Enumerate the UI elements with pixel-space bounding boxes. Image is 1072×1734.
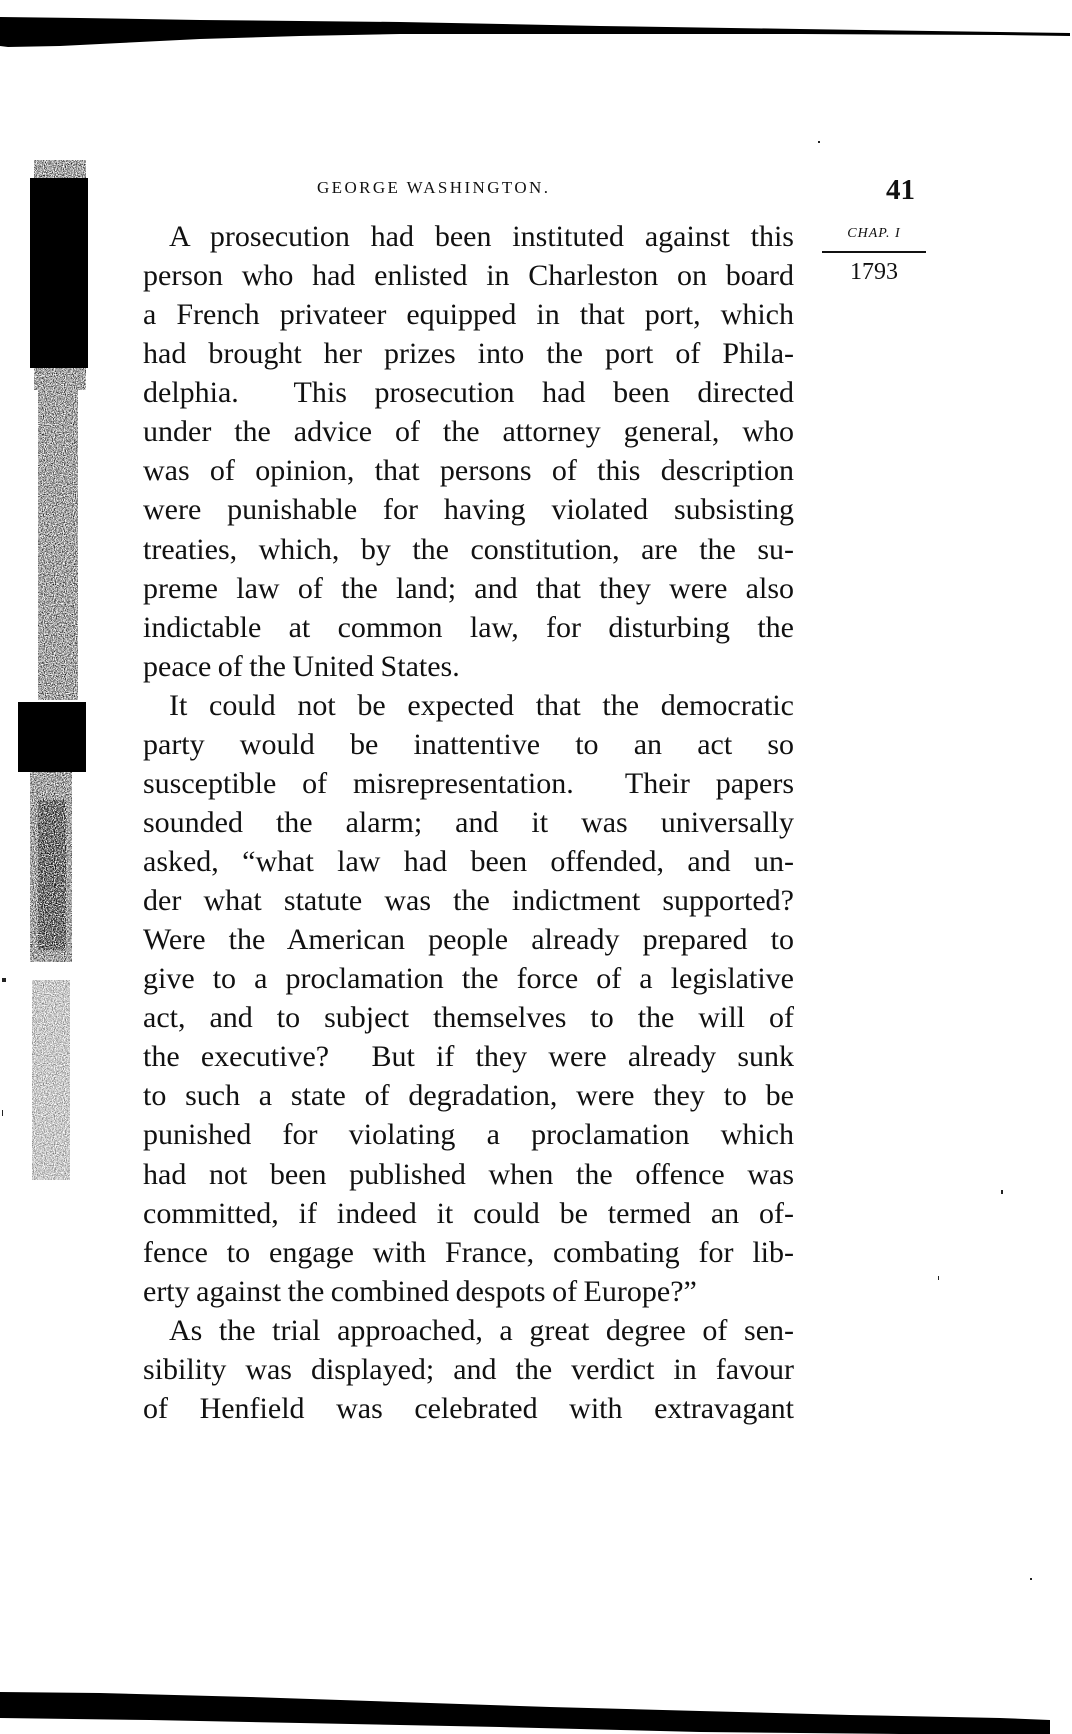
scan-dot [818, 141, 820, 143]
text-line-content: had not been published when the offence was [143, 1157, 794, 1191]
text-line-content: asked, “what law had been offended, and un- [143, 845, 794, 878]
scan-bar-top-shape [0, 17, 1070, 47]
text-line [143, 998, 794, 1037]
text-line-content: give to a proclamation the force of a legislative [143, 962, 794, 996]
text-line [143, 373, 794, 412]
text-line [143, 217, 794, 256]
text-line-content: a French privateer equipped in that port, which [143, 298, 794, 332]
scan-dot [2, 1110, 3, 1116]
text-line-content: person who had enlisted in Charleston on board [143, 259, 794, 293]
scan-border-top [0, 0, 1072, 60]
text-line-content: susceptible of misrepresentation. Their papers [143, 766, 794, 800]
text-line [143, 256, 794, 295]
text-line-content: der what statute was the indictment supported? [143, 884, 794, 918]
scan-border-bottom [0, 1680, 1072, 1734]
text-line-content: punished for violating a proclamation which [143, 1118, 794, 1152]
text-line [143, 1076, 794, 1115]
text-line [143, 530, 794, 569]
text-line [143, 295, 794, 334]
text-line-content: were punishable for having violated subsisting [143, 493, 794, 527]
text-line-content: was of opinion, that persons of this description [143, 454, 794, 488]
text-line-content: preme law of the land; and that they were also [143, 571, 794, 605]
text-line [143, 1037, 794, 1076]
page-number: 41 [886, 174, 915, 206]
margin-rule [822, 251, 926, 253]
text-line-content: indictable at common law, for disturbing the [143, 610, 794, 644]
text-line [143, 490, 794, 529]
margin-note [822, 226, 926, 286]
text-line [143, 1272, 794, 1311]
text-line-content: sibility was displayed; and the verdict in favour [143, 1352, 794, 1386]
text-line-content: to such a state of degradation, were they to be [143, 1079, 794, 1113]
text-line-content: committed, if indeed it could be termed an of- [143, 1196, 794, 1230]
text-line [143, 1350, 794, 1389]
text-line [143, 725, 794, 764]
text-line-content: It could not be expected that the democratic [169, 688, 794, 722]
text-line-content: As the trial approached, a great degree of sen- [169, 1313, 794, 1347]
text-line-content: peace of the United States. [143, 649, 460, 683]
text-line [143, 569, 794, 608]
text-line-content: had brought her prizes into the port of Phila- [143, 337, 794, 371]
text-line-content: of Henfield was celebrated with extravagant [143, 1391, 794, 1425]
scan-bar-bottom-shape [0, 1692, 1050, 1734]
text-line-content: erty against the combined despots of Europe?” [143, 1274, 697, 1308]
text-line-content: the executive? But if they were already sunk [143, 1040, 794, 1074]
text-line [143, 334, 794, 373]
text-line [143, 881, 794, 920]
scan-dot [1030, 1578, 1032, 1580]
text-line [143, 608, 794, 647]
text-line [143, 1233, 794, 1272]
text-line [143, 920, 794, 959]
text-line-content: Were the American people already prepared to [143, 923, 794, 957]
scan-band-lower-dark [38, 800, 66, 950]
text-line [143, 451, 794, 490]
scan-band-tail [32, 980, 70, 1180]
text-line-content: sounded the alarm; and it was universally [143, 805, 794, 839]
scan-band-upper [38, 390, 78, 700]
chapter-label: CHAP. I [847, 226, 901, 241]
body-text [143, 217, 794, 1428]
scan-block-upper-fringe [34, 160, 86, 390]
text-line-content: delphia. This prosecution had been directed [143, 376, 794, 410]
text-line-content: A prosecution had been instituted against this [169, 220, 794, 253]
year-label: 1793 [850, 259, 898, 285]
text-line [143, 412, 794, 451]
text-line [143, 1194, 794, 1233]
text-line [143, 1389, 794, 1428]
scan-binding-shadow [0, 160, 110, 1200]
scan-block-middle [18, 702, 86, 772]
text-line [143, 1155, 794, 1194]
text-line [143, 1311, 794, 1350]
text-line [143, 764, 794, 803]
text-line-content: fence to engage with France, combating for lib- [143, 1235, 794, 1269]
text-line [143, 959, 794, 998]
text-line-content: party would be inattentive to an act so [143, 727, 794, 761]
text-line [143, 647, 794, 686]
scan-dot [1001, 1190, 1003, 1194]
text-line-content: under the advice of the attorney general, who [143, 415, 794, 449]
running-head: GEORGE WASHINGTON. [317, 178, 551, 197]
text-line [143, 686, 794, 725]
scan-dot [2, 978, 6, 982]
text-line-content: treaties, which, by the constitution, are the su- [143, 532, 794, 566]
text-line-content: act, and to subject themselves to the will of [143, 1001, 794, 1035]
text-line [143, 1115, 794, 1154]
text-line [143, 803, 794, 842]
text-line [143, 842, 794, 881]
scan-dot [938, 1276, 939, 1280]
